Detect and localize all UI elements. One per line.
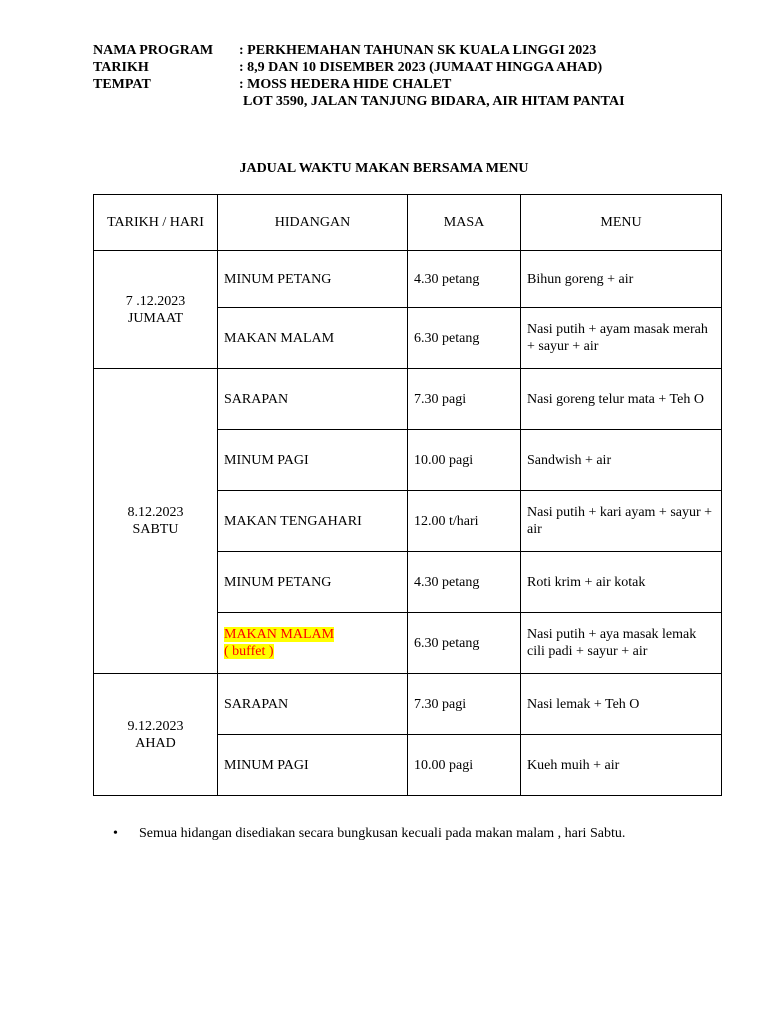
day-date: 9.12.2023 bbox=[127, 718, 184, 734]
menu-cell: Nasi putih + kari ayam + sayur + air bbox=[521, 491, 722, 552]
notes-list bbox=[113, 825, 653, 842]
note-text: Semua hidangan disediakan secara bungkusan kecuali pada makan malam , hari Sabtu. bbox=[139, 826, 626, 841]
time-cell: 7.30 pagi bbox=[408, 369, 521, 430]
dish-cell: MAKAN TENGAHARI bbox=[218, 491, 408, 552]
day-name: AHAD bbox=[135, 735, 176, 751]
dish-cell: MINUM PETANG bbox=[218, 552, 408, 613]
date-row bbox=[93, 59, 625, 76]
dish-cell: MINUM PAGI bbox=[218, 735, 408, 796]
dish-cell: MINUM PAGI bbox=[218, 430, 408, 491]
day-cell-jumaat bbox=[94, 251, 218, 369]
dish-cell-highlighted bbox=[218, 613, 408, 674]
time-cell: 12.00 t/hari bbox=[408, 491, 521, 552]
time-cell: 10.00 pagi bbox=[408, 735, 521, 796]
menu-cell: Roti krim + air kotak bbox=[521, 552, 722, 613]
table-row bbox=[94, 674, 722, 735]
day-cell-ahad bbox=[94, 674, 218, 796]
day-name: JUMAAT bbox=[127, 310, 184, 326]
schedule-title: JADUAL WAKTU MAKAN BERSAMA MENU bbox=[239, 161, 529, 176]
header-dish: HIDANGAN bbox=[218, 195, 408, 251]
day-cell-sabtu bbox=[94, 369, 218, 674]
program-label: NAMA PROGRAM bbox=[93, 43, 214, 58]
time-cell: 6.30 petang bbox=[408, 613, 521, 674]
header-time: MASA bbox=[408, 195, 521, 251]
bullet-icon: • bbox=[113, 826, 118, 841]
dish-cell: SARAPAN bbox=[218, 674, 408, 735]
header-date: TARIKH / HARI bbox=[94, 195, 218, 251]
buffet-note: ( buffet ) bbox=[224, 644, 274, 659]
date-label: TARIKH bbox=[93, 60, 149, 75]
place-value-line2: LOT 3590, JALAN TANJUNG BIDARA, AIR HITAM PANTAI bbox=[243, 94, 625, 109]
program-value: : PERKHEMAHAN TAHUNAN SK KUALA LINGGI 2023 bbox=[239, 43, 597, 58]
table-row bbox=[94, 369, 722, 430]
day-date: 7 .12.2023 bbox=[125, 293, 186, 309]
meal-schedule-table bbox=[93, 194, 722, 796]
highlighted-dish: MAKAN MALAM bbox=[224, 627, 335, 642]
menu-cell: Kueh muih + air bbox=[521, 735, 722, 796]
menu-cell: Nasi putih + aya masak lemak cili padi + sayur + air bbox=[521, 613, 722, 674]
place-row bbox=[93, 76, 625, 93]
document-header bbox=[93, 42, 625, 110]
day-date: 8.12.2023 bbox=[127, 505, 184, 520]
menu-cell: Nasi goreng telur mata + Teh O bbox=[521, 369, 722, 430]
dish-cell: SARAPAN bbox=[218, 369, 408, 430]
menu-cell: Sandwish + air bbox=[521, 430, 722, 491]
time-cell: 4.30 petang bbox=[408, 251, 521, 308]
program-row bbox=[93, 42, 625, 59]
dish-cell: MINUM PETANG bbox=[218, 251, 408, 308]
table-row bbox=[94, 251, 722, 308]
time-cell: 7.30 pagi bbox=[408, 674, 521, 735]
date-value: : 8,9 DAN 10 DISEMBER 2023 (JUMAAT HINGGA AHAD) bbox=[239, 60, 603, 75]
place-value: : MOSS HEDERA HIDE CHALET bbox=[239, 77, 452, 92]
place-label: TEMPAT bbox=[93, 77, 151, 92]
list-item bbox=[113, 825, 653, 842]
time-cell: 6.30 petang bbox=[408, 308, 521, 369]
time-cell: 10.00 pagi bbox=[408, 430, 521, 491]
menu-cell: Nasi putih + ayam masak merah + sayur + air bbox=[521, 308, 722, 369]
menu-cell: Bihun goreng + air bbox=[521, 251, 722, 308]
dish-cell: MAKAN MALAM bbox=[218, 308, 408, 369]
menu-cell: Nasi lemak + Teh O bbox=[521, 674, 722, 735]
table-header-row bbox=[94, 195, 722, 251]
time-cell: 4.30 petang bbox=[408, 552, 521, 613]
place-row-2 bbox=[93, 93, 625, 110]
header-menu: MENU bbox=[521, 195, 722, 251]
day-name: SABTU bbox=[132, 522, 179, 537]
